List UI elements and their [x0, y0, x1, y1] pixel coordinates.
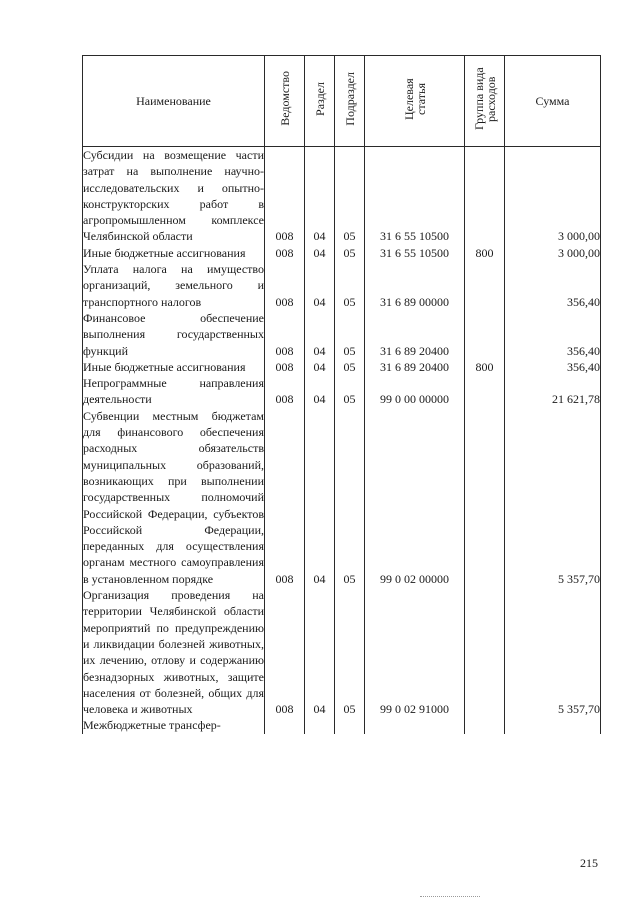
row-summa: 356,40 [505, 261, 601, 310]
row-vedomstvo: 008 [265, 408, 305, 587]
row-name: Межбюджетные трансфер- [83, 717, 265, 733]
row-celevaya: 99 0 02 91000 [365, 587, 465, 717]
row-gruppa [465, 587, 505, 717]
row-gruppa [465, 717, 505, 733]
row-gruppa: 800 [465, 245, 505, 261]
header-celevaya-statya: Целевая статья [365, 56, 465, 147]
row-razdel: 04 [305, 359, 335, 375]
row-podrazdel: 05 [335, 147, 365, 245]
row-summa: 5 357,70 [505, 408, 601, 587]
row-razdel [305, 717, 335, 733]
row-vedomstvo: 008 [265, 587, 305, 717]
scan-artifact [420, 896, 480, 899]
row-vedomstvo: 008 [265, 375, 305, 408]
row-razdel: 04 [305, 310, 335, 359]
row-podrazdel: 05 [335, 261, 365, 310]
table-row [83, 147, 601, 245]
row-name: Субсидии на возмещение части затрат на выполнение научно-исследовательских и опытно-конструкторских работ в агропромышленном комплексе Челябинской области [83, 148, 264, 244]
row-summa: 21 621,78 [505, 375, 601, 408]
header-razdel: Раздел [305, 56, 335, 147]
row-podrazdel: 05 [335, 408, 365, 587]
row-razdel: 04 [305, 408, 335, 587]
row-vedomstvo: 008 [265, 261, 305, 310]
row-celevaya: 31 6 89 20400 [365, 359, 465, 375]
row-summa: 356,40 [505, 359, 601, 375]
row-gruppa [465, 408, 505, 587]
budget-table [82, 55, 601, 734]
row-podrazdel: 05 [335, 375, 365, 408]
row-gruppa [465, 375, 505, 408]
row-gruppa [465, 261, 505, 310]
row-vedomstvo: 008 [265, 359, 305, 375]
table-row [83, 717, 601, 733]
row-gruppa [465, 147, 505, 245]
row-summa [505, 717, 601, 733]
table-row [83, 408, 601, 587]
row-celevaya: 31 6 89 20400 [365, 310, 465, 359]
row-summa: 3 000,00 [505, 245, 601, 261]
row-podrazdel: 05 [335, 310, 365, 359]
header-vedomstvo: Ведомство [265, 56, 305, 147]
row-name: Субвенции местным бюджетам для финансового обеспечения расходных обязательств муниципальных образований, возникающих при выполнении государственных полномочий Российской Федерации, субъектов Российской Федерации, переданных для осуществления органам местного самоуправления в установленном порядке [83, 408, 264, 586]
row-vedomstvo: 008 [265, 245, 305, 261]
row-vedomstvo [265, 717, 305, 733]
row-vedomstvo: 008 [265, 310, 305, 359]
row-celevaya: 31 6 55 10500 [365, 245, 465, 261]
row-celevaya: 31 6 89 00000 [365, 261, 465, 310]
row-razdel: 04 [305, 147, 335, 245]
page-number: 215 [580, 856, 598, 870]
row-razdel: 04 [305, 375, 335, 408]
row-razdel: 04 [305, 587, 335, 717]
row-summa: 3 000,00 [505, 147, 601, 245]
row-summa: 356,40 [505, 310, 601, 359]
table-row [83, 245, 601, 261]
row-celevaya: 31 6 55 10500 [365, 147, 465, 245]
row-celevaya: 99 0 00 00000 [365, 375, 465, 408]
row-gruppa: 800 [465, 359, 505, 375]
table-row [83, 375, 601, 408]
row-summa: 5 357,70 [505, 587, 601, 717]
row-podrazdel: 05 [335, 359, 365, 375]
row-name: Финансовое обеспечение выполнения государственных функций [83, 310, 264, 358]
table-header [83, 56, 601, 147]
row-name: Организация проведения на территории Челябинской области мероприятий по предупреждению и ликвидации болезней животных, их лечению, отлову и содержанию безнадзорных животных, защите населения от болезней, общих для человека и животных [83, 588, 264, 717]
row-razdel: 04 [305, 245, 335, 261]
header-gruppa-vida-rashodov: Группа вида расходов [465, 56, 505, 147]
table-row [83, 359, 601, 375]
table-row [83, 587, 601, 717]
row-podrazdel [335, 717, 365, 733]
row-gruppa [465, 310, 505, 359]
table-row [83, 310, 601, 359]
row-razdel: 04 [305, 261, 335, 310]
table-body [83, 147, 601, 734]
row-podrazdel: 05 [335, 245, 365, 261]
row-name: Уплата налога на имущество организаций, земельного и транспортного налогов [83, 262, 264, 309]
header-podrazdel: Подраздел [335, 56, 365, 147]
row-celevaya [365, 717, 465, 733]
header-name: Наименование [83, 56, 265, 147]
row-podrazdel: 05 [335, 587, 365, 717]
row-vedomstvo: 008 [265, 147, 305, 245]
header-summa: Сумма [505, 56, 601, 147]
row-name: Непрограммные направления деятельности [83, 376, 264, 407]
table-row [83, 261, 601, 310]
row-name: Иные бюджетные ассигнования [83, 245, 265, 261]
row-celevaya: 99 0 02 00000 [365, 408, 465, 587]
row-name: Иные бюджетные ассигнования [83, 359, 265, 375]
